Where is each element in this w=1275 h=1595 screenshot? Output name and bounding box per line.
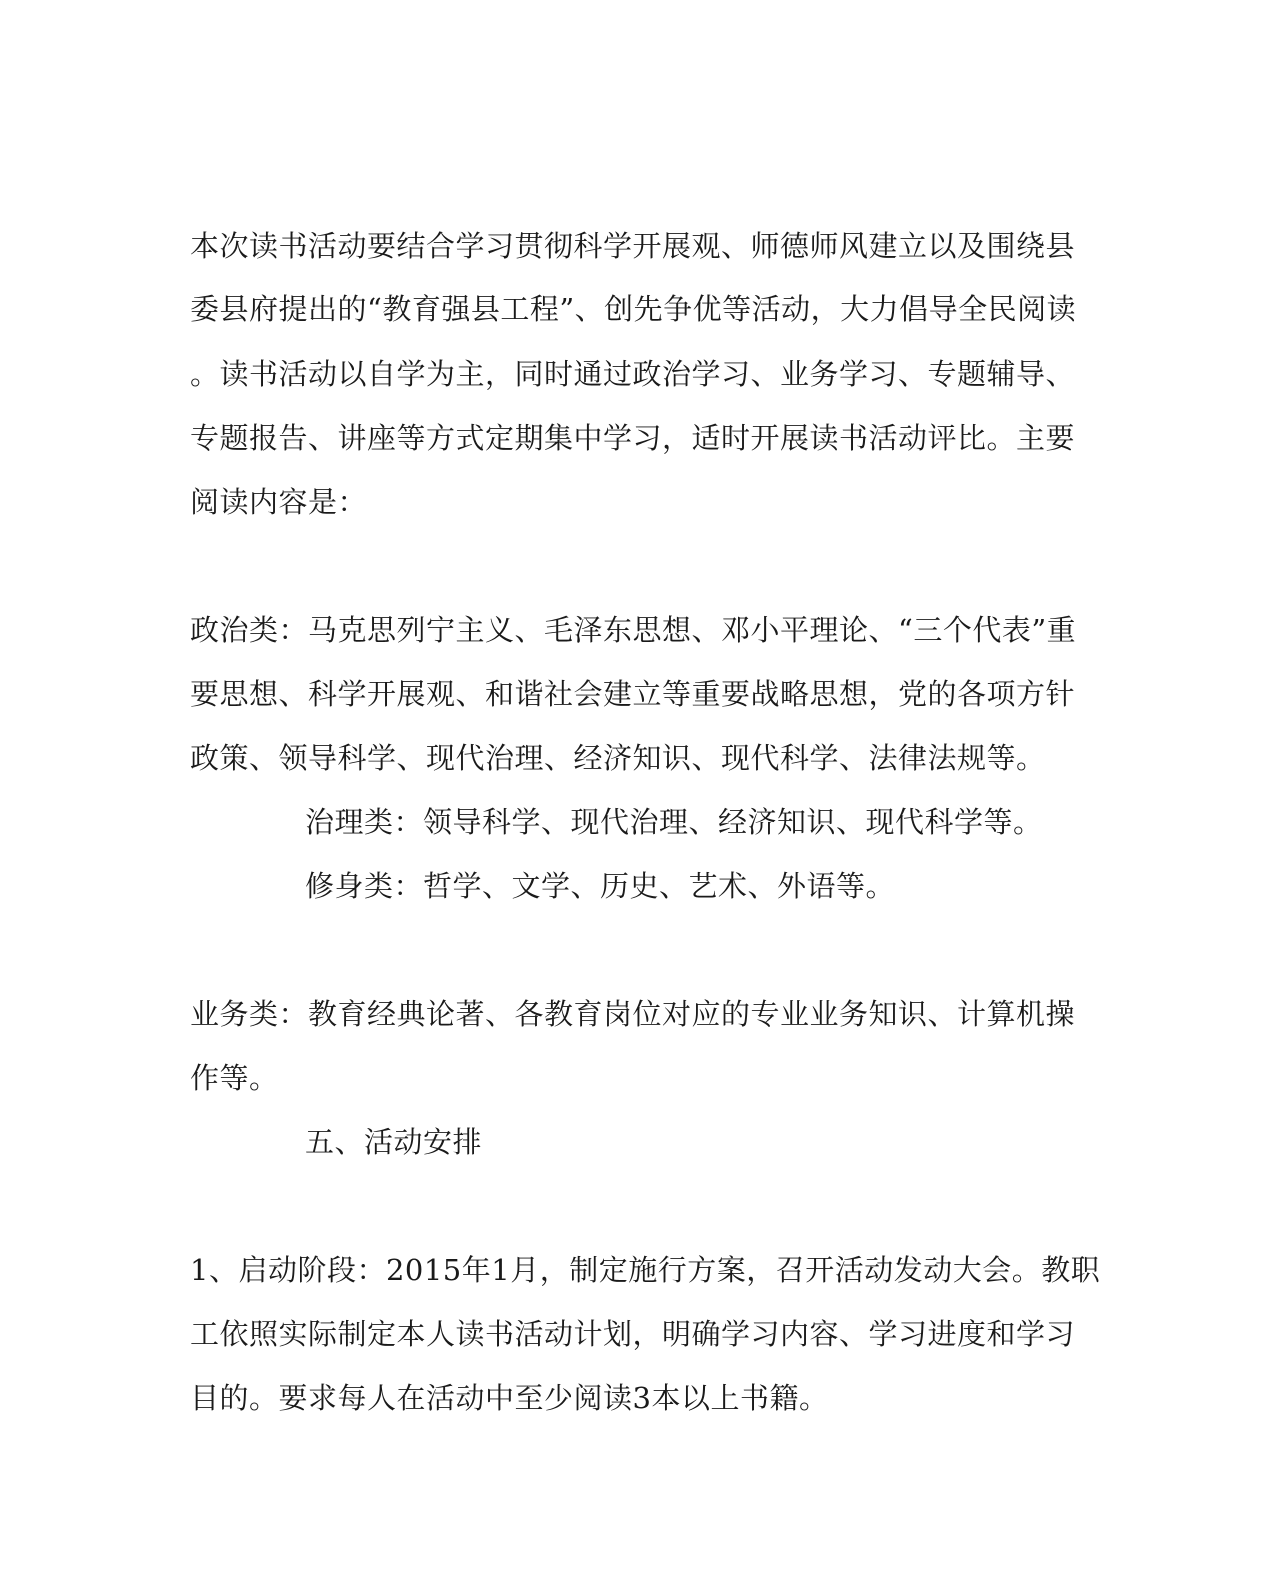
section-heading: 五、活动安排: [305, 1125, 483, 1159]
paragraph-line: 政治类：马克思列宁主义、毛泽东思想、邓小平理论、“三个代表”重: [190, 613, 1077, 647]
paragraph-line: 本次读书活动要结合学习贯彻科学开展观、师德师风建立以及围绕县: [190, 229, 1076, 263]
paragraph-line: 委县府提出的“教育强县工程”、创先争优等活动，大力倡导全民阅读: [190, 292, 1077, 326]
paragraph-line: 阅读内容是：: [190, 485, 368, 519]
paragraph-line: 。读书活动以自学为主，同时通过政治学习、业务学习、专题辅导、: [190, 357, 1076, 391]
self-cultivation-category-line: 修身类：哲学、文学、历史、艺术、外语等。: [305, 869, 896, 903]
paragraph-line: 目的。要求每人在活动中至少阅读3本以上书籍。: [190, 1381, 829, 1415]
management-category-line: 治理类：领导科学、现代治理、经济知识、现代科学等。: [305, 805, 1043, 839]
paragraph-line: 政策、领导科学、现代治理、经济知识、现代科学、法律法规等。: [190, 741, 1046, 775]
paragraph-line: 工依照实际制定本人读书活动计划，明确学习内容、学习进度和学习: [190, 1317, 1076, 1351]
paragraph-line: 要思想、科学开展观、和谐社会建立等重要战略思想，党的各项方针: [190, 677, 1076, 711]
paragraph-line: 1、启动阶段：2015年1月，制定施行方案，召开活动发动大会。教职: [190, 1253, 1101, 1287]
paragraph-line: 作等。: [190, 1061, 279, 1095]
paragraph-line: 专题报告、讲座等方式定期集中学习，适时开展读书活动评比。主要: [190, 421, 1076, 455]
paragraph-line: 业务类：教育经典论著、各教育岗位对应的专业业务知识、计算机操: [190, 997, 1076, 1031]
